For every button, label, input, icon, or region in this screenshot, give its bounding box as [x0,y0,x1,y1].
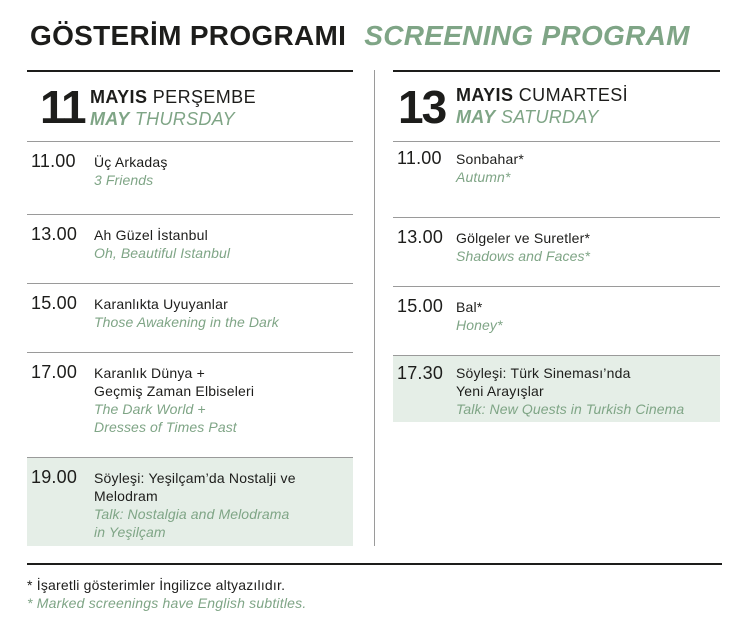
schedule-row [393,287,720,356]
event-title-english: 3 Friends [94,172,154,188]
title-english: SCREENING PROGRAM [364,20,690,51]
event-time: 11.00 [31,151,76,171]
weekday-english: SATURDAY [500,107,599,127]
schedule-row [393,142,720,218]
day-label [456,84,628,128]
event-time: 15.00 [397,296,444,316]
day-column-thursday [27,70,353,546]
page-title [30,20,690,56]
event-title-english: The Dark World + Dresses of Times Past [94,401,237,435]
schedule-row [27,215,353,284]
footer-rule [27,563,722,565]
schedule-row [27,353,353,458]
event-title-turkish: Karanlıkta Uyuyanlar [94,296,228,312]
event-time: 17.30 [397,363,444,383]
event-title-turkish: Sonbahar* [456,151,524,167]
schedule-row [27,142,353,215]
event-time: 17.00 [31,362,78,382]
event-title-turkish: Bal* [456,299,483,315]
day-label [90,86,256,130]
weekday-turkish: CUMARTESİ [518,85,629,105]
day-header [393,72,720,142]
event-title-english: Talk: New Quests in Turkish Cinema [456,401,685,417]
event-title-english: Those Awakening in the Dark [94,314,279,330]
schedule-row [27,284,353,353]
event-title-turkish: Söyleşi: Türk Sineması’nda Yeni Arayışlar [456,365,631,399]
day-header [27,72,353,142]
event-title-english: Oh, Beautiful Istanbul [94,245,231,261]
event-title-turkish: Karanlık Dünya + Geçmiş Zaman Elbiseleri [94,365,255,399]
event-time: 15.00 [31,293,78,313]
month-english: MAY [90,109,130,129]
event-title-english: Honey* [456,317,503,333]
day-number: 13 [398,81,446,133]
day-column-saturday [393,70,720,422]
event-title-english: Autumn* [456,169,511,185]
column-divider [374,70,375,546]
footnote-turkish: * İşaretli gösterimler İngilizce altyazılıdır. [27,577,286,593]
weekday-turkish: PERŞEMBE [152,87,256,107]
month-turkish: MAYIS [90,87,148,107]
event-title-english: Talk: Nostalgia and Melodrama in Yeşilçam [94,506,290,540]
title-turkish: GÖSTERİM PROGRAMI [30,20,347,51]
schedule-row [393,218,720,287]
event-time: 13.00 [31,224,78,244]
event-title-turkish: Ah Güzel İstanbul [94,227,208,243]
schedule-row-talk [27,458,353,546]
event-title-turkish: Söyleşi: Yeşilçam’da Nostalji ve Melodram [94,470,296,504]
month-english: MAY [456,107,496,127]
event-time: 13.00 [397,227,444,247]
event-time: 11.00 [397,148,442,168]
schedule-row-talk [393,356,720,422]
event-title-english: Shadows and Faces* [456,248,591,264]
event-title-turkish: Üç Arkadaş [94,154,168,170]
month-turkish: MAYIS [456,85,514,105]
footnote-english: * Marked screenings have English subtitles. [27,595,307,611]
event-title-turkish: Gölgeler ve Suretler* [456,230,591,246]
day-number: 11 [40,81,85,133]
event-time: 19.00 [31,467,78,487]
weekday-english: THURSDAY [134,109,235,129]
